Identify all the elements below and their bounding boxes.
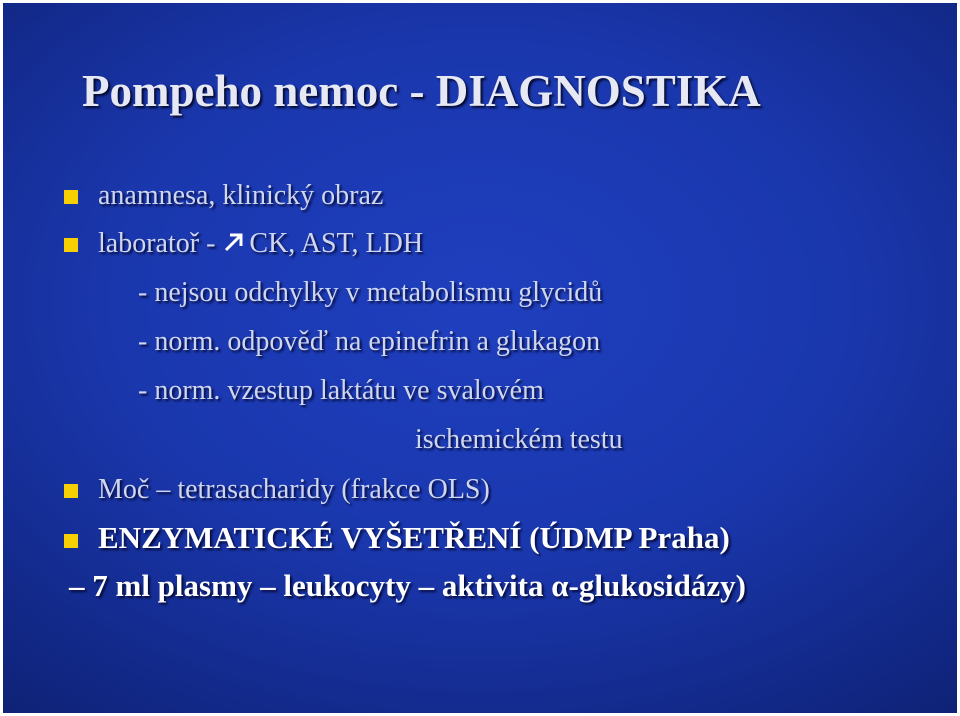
laborator-values: CK, AST, LDH [249,228,424,259]
sub-item-glycidy: - nejsou odchylky v metabolismu glycidů [138,277,603,308]
square-bullet-icon [64,190,78,204]
square-bullet-icon [64,238,78,252]
sub-item-epinefrin: - norm. odpověď na epinefrin a glukagon [138,326,601,357]
slide-title: Pompeho nemoc - DIAGNOSTIKA [82,66,761,116]
list-item-laborator [98,227,423,261]
list-item-enzymaticke: ENZYMATICKÉ VYŠETŘENÍ (ÚDMP Praha) [98,520,730,555]
sub-item-laktat-continued: ischemickém testu [415,424,623,455]
sub-item-laktat: - norm. vzestup laktátu ve svalovém [138,375,544,406]
list-item-moc: Moč – tetrasacharidy (frakce OLS) [98,474,490,505]
laborator-label: laboratoř - [98,228,216,259]
list-item-plasma: – 7 ml plasmy – leukocyty – aktivita α-glukosidázy) [69,568,746,603]
square-bullet-icon [64,534,78,548]
arrow-up-right-icon [223,231,245,253]
list-item-anamnesa: anamnesa, klinický obraz [98,180,384,211]
slide [3,3,957,713]
square-bullet-icon [64,484,78,498]
